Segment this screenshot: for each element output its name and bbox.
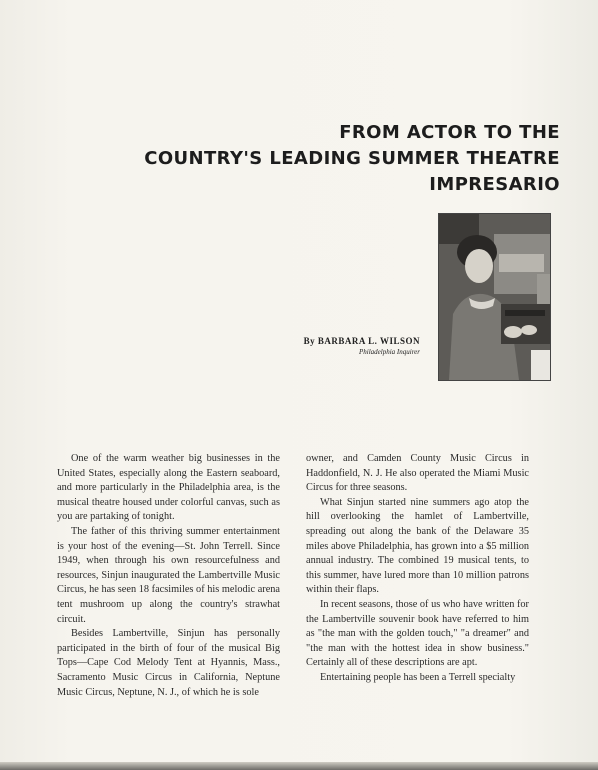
paragraph: In recent seasons, those of us who have written for the Lambertville souvenir book have referred to him as "the man with the golden touch," "a dreamer" and "the man with the hottest idea in show business." Certainly all of these descriptions are apt. bbox=[306, 598, 529, 669]
page-edge bbox=[0, 762, 598, 770]
author-name: By BARBARA L. WILSON bbox=[303, 336, 420, 346]
paragraph: The father of this thriving summer entertainment is your host of the evening—St. John Terrell. Since 1949, when through his own resourcefulness and resources, Sinjun inaugurated the Lambertville Music Circus, he has seen 18 facsimiles of his melodic arena tent mushroom up along the country's strawhat circuit. bbox=[57, 525, 280, 625]
headline-line-2: COUNTRY'S LEADING SUMMER THEATRE IMPRESARIO bbox=[144, 148, 560, 195]
publication-name: Philadelphia Inquirer bbox=[359, 348, 420, 356]
left-column bbox=[57, 452, 280, 700]
paragraph: What Sinjun started nine summers ago atop the hill overlooking the hamlet of Lambertville, spreading out along the bank of the Delaware 35 miles above Philadelphia, has grown into a $5 million annual industry. The combined 19 musical tents, to this summer, have lured more than 10 million patrons within their flaps. bbox=[306, 496, 529, 596]
paragraph: One of the warm weather big businesses in the United States, especially along the Eastern seaboard, and more particularly in the Philadelphia area, is the musical theatre housed under colorful canvas, such as you are partaking of tonight. bbox=[57, 453, 280, 523]
byline bbox=[304, 336, 420, 356]
paragraph: Besides Lambertville, Sinjun has personally participated in the birth of four of the musical Big Tops—Cape Cod Melody Tent at Hyannis, Mass., Sacramento Music Circus in California, Neptune Music Circus, Neptune, N. J., of which he is sole bbox=[57, 628, 280, 698]
paragraph: Entertaining people has been a Terrell specialty bbox=[320, 671, 516, 683]
headline-line-1: FROM ACTOR TO THE bbox=[339, 122, 560, 143]
article-headline bbox=[20, 120, 560, 198]
right-column bbox=[306, 452, 529, 686]
paragraph-continuation: owner, and Camden County Music Circus in Haddonfield, N. J. He also operated the Miami Music Circus for three seasons. bbox=[306, 453, 529, 494]
portrait-photo-icon bbox=[438, 213, 551, 381]
